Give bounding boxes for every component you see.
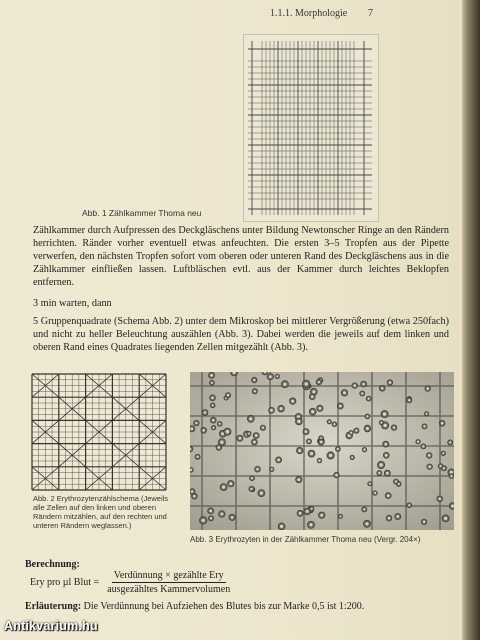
micrograph-image (190, 372, 454, 530)
figure-counting-scheme (30, 372, 168, 492)
counting-scheme-diagram (30, 372, 168, 492)
formula-fraction (107, 570, 230, 595)
figure3-caption: Abb. 3 Erythrozyten in der Zählkammer Thoma neu (Vergr. 204×) (190, 535, 421, 544)
figure2-caption: Abb. 2 Erythrozytenzählschema (Jeweils alle Zellen auf den linken und oberen Rändern mitzählen, auf den rechten und unteren Rändern weglassen.) (33, 494, 169, 530)
explanation-paragraph (25, 601, 457, 613)
running-header (270, 8, 373, 19)
header-section-title: 1.1.1. Morphologie (270, 8, 348, 19)
paragraph-preparation: Zählkammer durch Aufpressen des Deckgläschens unter Bildung Newtonscher Ringe an den Rändern herrichten. Ränder vorher eventuell etwas anfeuchten. Die ersten 3–5 Tropfen aus der Pipette verwerfen, den nächsten Tropfen sofort vom oberen oder unteren Rand des Deckgläschens aus in die Zählkammer einfließen lassen. Luftbläschen evtl. aus der Kammer durch leichtes Beklopfen entfernen. (33, 225, 449, 288)
figure-erythrocyte-micrograph (190, 372, 454, 530)
paragraph-counting: 5 Gruppenquadrate (Schema Abb. 2) unter dem Mikroskop bei mittlerer Vergrößerung (etwa 250fach) und nicht zu heller Beleuchtung auszählen (Abb. 3). Dabei werden die jeweils auf dem linken und oberen Rand eines Quadrates liegenden Zellen mitgezählt (Abb. 3). (33, 316, 449, 353)
watermark-text: Antikvarium.hu (4, 619, 98, 633)
explanation-text: Die Verdünnung bei Aufziehen des Blutes bis zur Marke 0,5 ist 1:200. (81, 601, 365, 612)
figure-thoma-chamber (243, 34, 379, 222)
calculation-heading: Berechnung: (25, 559, 80, 570)
figure1-caption: Abb. 1 Zählkammer Thoma neu (82, 208, 202, 218)
paragraph-wait: 3 min warten, dann (33, 298, 112, 309)
formula-denominator: ausgezähltes Kammervolumen (107, 584, 231, 595)
formula-numerator: Verdünnung × gezählte Ery (113, 570, 224, 581)
thoma-grid-image (244, 35, 378, 221)
page-edge-shadow (462, 0, 480, 640)
page-number: 7 (368, 8, 373, 19)
formula-lhs: Ery pro µl Blut = (30, 577, 100, 588)
explanation-label: Erläuterung: (25, 601, 82, 612)
calculation-formula (30, 570, 230, 595)
